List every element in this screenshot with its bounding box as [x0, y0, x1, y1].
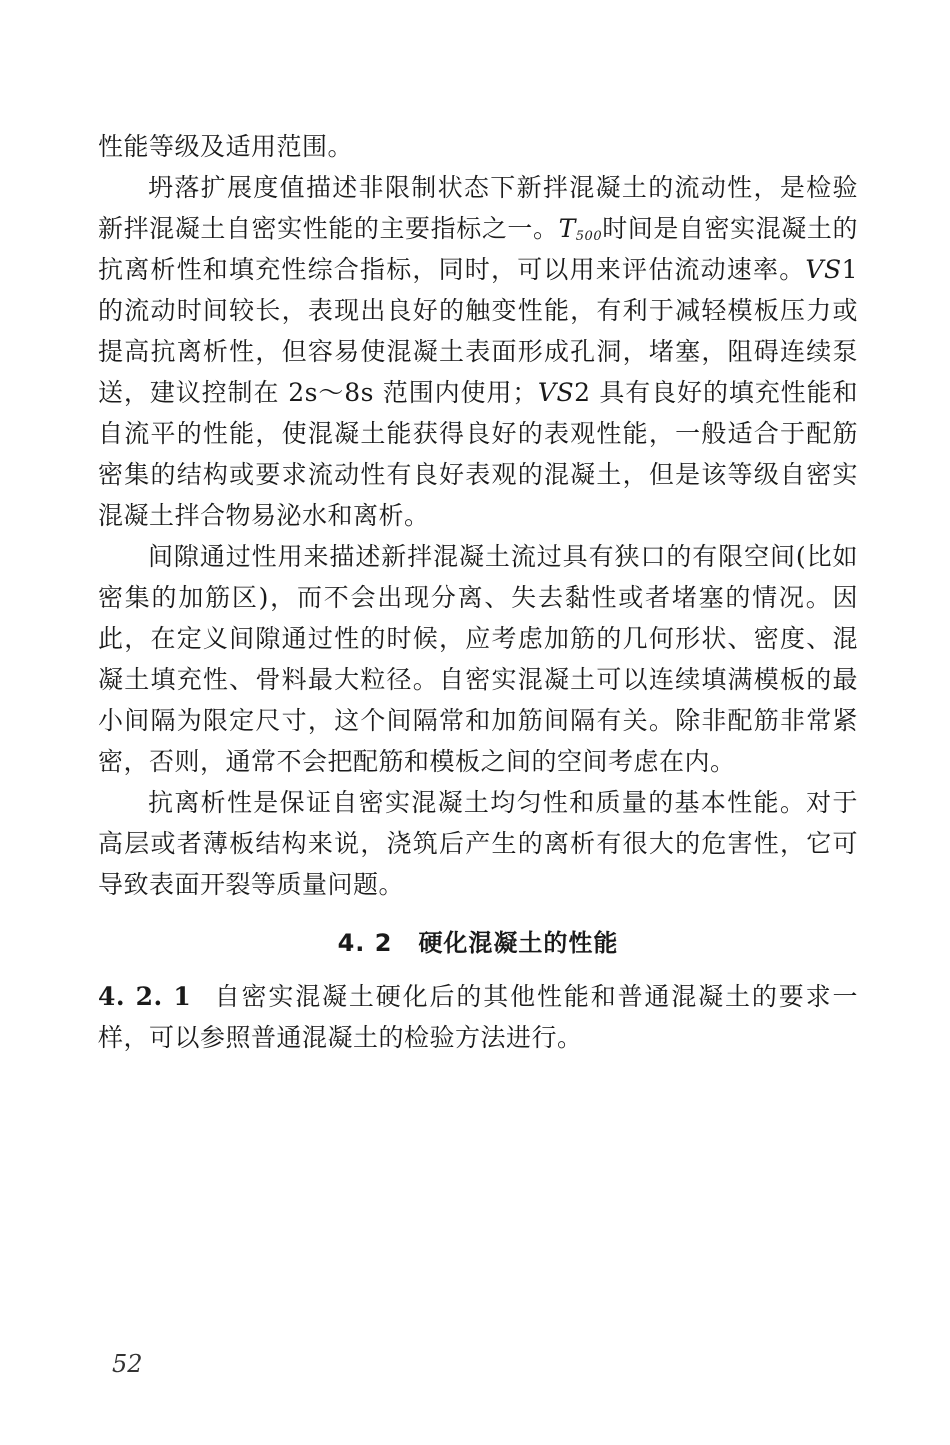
paragraph-continuation: 性能等级及适用范围。 — [98, 132, 354, 161]
section-title: 硬化混凝土的性能 — [418, 929, 619, 957]
section-heading — [98, 923, 858, 964]
page-number: 52 — [112, 1350, 143, 1378]
clause-number: 4. 2. 1 — [98, 982, 192, 1011]
paragraph-passing-ability: 间隙通过性用来描述新拌混凝土流过具有狭口的有限空间(比如密集的加筋区)，而不会出现分离、失去黏性或者堵塞的情况。因此，在定义间隙通过性的时候，应考虑加筋的几何形状、密度、混凝土填充性、骨料最大粒径。自密实混凝土可以连续填满模板的最小间隔为限定尺寸，这个间隔常和加筋间隔有关。除非配筋非常紧密，否则，通常不会把配筋和模板之间的空间考虑在内。 — [98, 542, 858, 776]
vs2-number: 2 — [574, 378, 591, 407]
paragraph-slump-flow: 坍落扩展度值描述非限制状态下新拌混凝土的流动性，是检验新拌混凝土自密实性能的主要指标之一。$T_{500}$时间是自密实混凝土的抗离析性和填充性综合指标，同时，可以用来评估流动速率。VS1 的流动时间较长，表现出良好的触变性能，有利于减轻模板压力或提高抗离析性，但容易使混凝土表面形成孔洞，堵塞，阻碍连续泵送，建议控制在 2s～8s 范围内使用；VS2 具有良好的填充性能和自流平的性能，使混凝土能获得良好的表观性能，一般适合于配筋密集的结构或要求流动性有良好表观的混凝土，但是该等级自密实混凝土拌合物易泌水和离析。 — [98, 173, 859, 530]
paragraph-segregation-resistance: 抗离析性是保证自密实混凝土均匀性和质量的基本性能。对于高层或者薄板结构来说，浇筑后产生的离析有很大的危害性，它可导致表面开裂等质量问题。 — [98, 788, 858, 899]
clause-4-2-1 — [98, 976, 858, 1058]
body-text — [98, 126, 858, 1058]
vs1-number: 1 — [841, 255, 858, 284]
vs1-symbol: VS — [805, 255, 842, 284]
t500-symbol: $T_{500}$ — [558, 214, 603, 244]
clause-text: 自密实混凝土硬化后的其他性能和普通混凝土的要求一样，可以参照普通混凝土的检验方法进行。 — [98, 982, 858, 1052]
section-number: 4. 2 — [337, 929, 393, 957]
vs2-symbol: VS — [537, 378, 575, 407]
